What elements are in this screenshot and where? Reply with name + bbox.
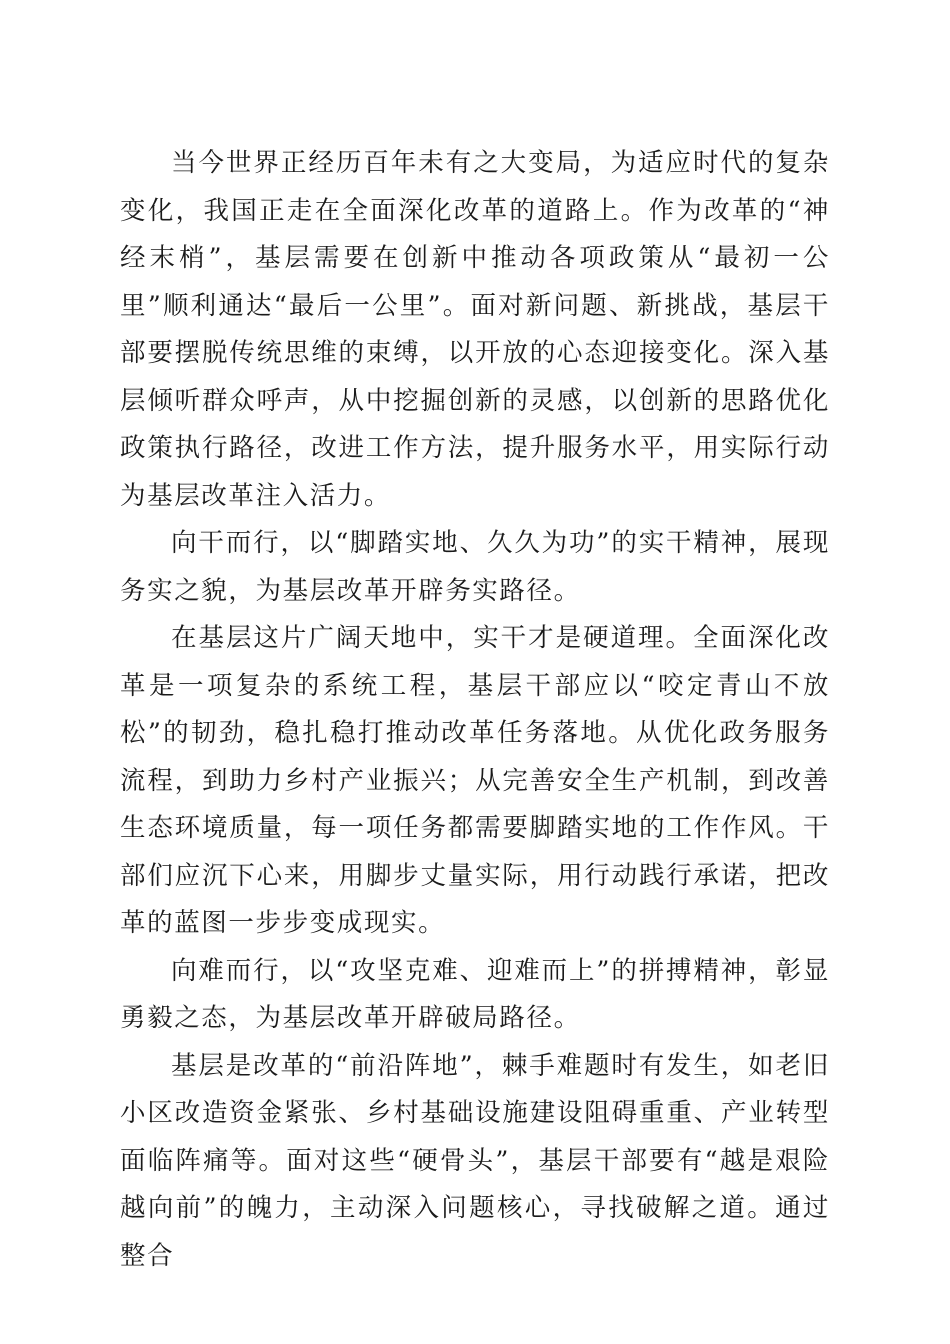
paragraph-practical-body: 在基层这片广阔天地中，实干才是硬道理。全面深化改革是一项复杂的系统工程，基层干部应以“咬定青山不放松”的韧劲，稳扎稳打推动改革任务落地。从优化政务服务流程，到助力乡村产业振兴；从完善安全生产机制，到改善生态环境质量，每一项任务都需要脚踏实地的工作作风。干部们应沉下心来，用脚步丈量实际，用行动践行承诺，把改革的蓝图一步步变成现实。	[120, 623, 830, 938]
paragraph-reform-context: 当今世界正经历百年未有之大变局，为适应时代的复杂变化，我国正走在全面深化改革的道路上。作为改革的“神经末梢”，基层需要在创新中推动各项政策从“最初一公里”顺利通达“最后一公里”。面对新问题、新挑战，基层干部要摆脱传统思维的束缚，以开放的心态迎接变化。深入基层倾听群众呼声，从中挖掘创新的灵感，以创新的思路优化政策执行路径，改进工作方法，提升服务水平，用实际行动为基层改革注入活力。	[120, 148, 830, 511]
paragraph-challenge-body: 基层是改革的“前沿阵地”，棘手难题时有发生，如老旧小区改造资金紧张、乡村基础设施建设阻碍重重、产业转型面临阵痛等。面对这些“硬骨头”，基层干部要有“越是艰险越向前”的魄力，主动深入问题核心，寻找破解之道。通过整合	[120, 1050, 830, 1271]
paragraph-practical-heading: 向干而行，以“脚踏实地、久久为功”的实干精神，展现务实之貌，为基层改革开辟务实路径。	[120, 528, 830, 606]
paragraph-challenge-heading: 向难而行，以“攻坚克难、迎难而上”的拼搏精神，彰显勇毅之态，为基层改革开辟破局路径。	[120, 955, 830, 1033]
document-body	[120, 140, 830, 1280]
